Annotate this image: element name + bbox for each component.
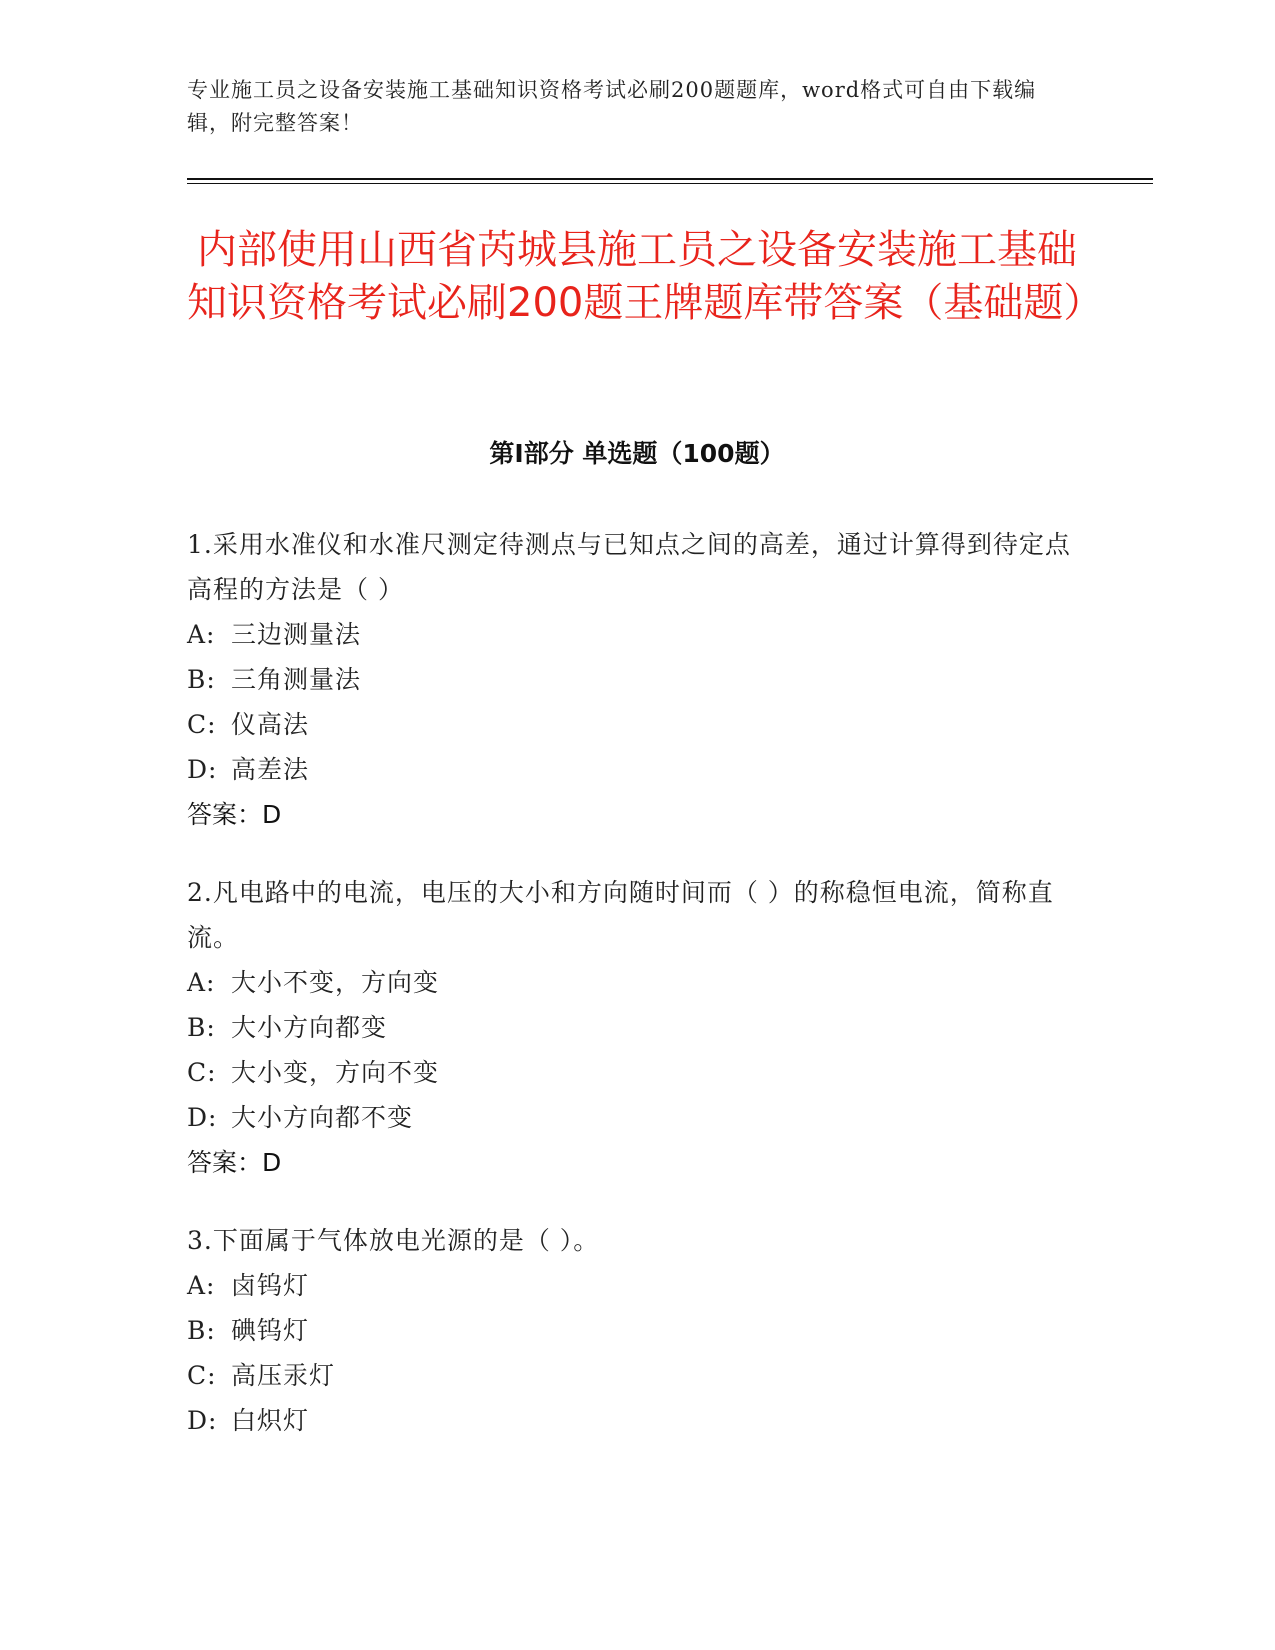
option-text: 大小方向都变 [231,1013,388,1042]
option-c [187,1050,1077,1095]
option-a [187,960,1077,1005]
option-text: 大小变，方向不变 [231,1058,440,1087]
option-text: 大小不变，方向变 [231,968,440,997]
option-text: 卤钨灯 [231,1271,310,1300]
option-c [187,702,1077,747]
option-letter: A: [187,968,216,997]
answer-label: 答案： [187,1148,263,1177]
option-letter: D: [187,1406,218,1435]
option-d [187,747,1077,792]
option-text: 高压汞灯 [231,1361,336,1390]
answer-value: D [262,800,282,829]
option-letter: B: [187,665,216,694]
option-letter: A: [187,620,216,649]
option-b [187,1005,1077,1050]
question-1 [187,522,1077,837]
answer-line [187,792,1077,837]
option-letter: C: [187,1058,217,1087]
question-2 [187,870,1077,1185]
option-letter: B: [187,1316,216,1345]
option-b [187,657,1077,702]
option-b [187,1308,1077,1353]
option-text: 大小方向都不变 [231,1103,414,1132]
question-stem: 3.下面属于气体放电光源的是（ ）。 [187,1226,600,1255]
option-a [187,1263,1077,1308]
option-text: 三角测量法 [231,665,362,694]
option-text: 高差法 [231,755,310,784]
section-title: 第Ⅰ部分 单选题（100题） [489,439,785,468]
answer-value: D [262,1148,282,1177]
option-text: 白炽灯 [231,1406,310,1435]
option-letter: C: [187,710,217,739]
option-letter: D: [187,755,218,784]
option-text: 三边测量法 [231,620,362,649]
option-d [187,1398,1077,1443]
answer-label: 答案： [187,800,263,829]
question-stem: 2.凡电路中的电流，电压的大小和方向随时间而（ ）的称稳恒电流，简称直流。 [187,878,1054,952]
document-title: 内部使用山西省芮城县施工员之设备安装施工基础知识资格考试必刷200题王牌题库带答案（基础题） [187,227,1104,326]
option-letter: B: [187,1013,216,1042]
question-stem: 1.采用水准仪和水准尺测定待测点与已知点之间的高差，通过计算得到待定点高程的方法是（ ） [187,530,1071,604]
option-text: 碘钨灯 [231,1316,310,1345]
question-3 [187,1218,1077,1443]
question-list [187,522,1077,1476]
option-d [187,1095,1077,1140]
option-letter: C: [187,1361,217,1390]
option-letter: D: [187,1103,218,1132]
option-letter: A: [187,1271,216,1300]
header-rule-thick [187,178,1153,180]
option-text: 仪高法 [231,710,310,739]
header-note: 专业施工员之设备安装施工基础知识资格考试必刷200题题库，word格式可自由下载编辑，附完整答案！ [187,78,1037,135]
option-c [187,1353,1077,1398]
answer-line [187,1140,1077,1185]
option-a [187,612,1077,657]
header-rule-thin [187,183,1153,184]
